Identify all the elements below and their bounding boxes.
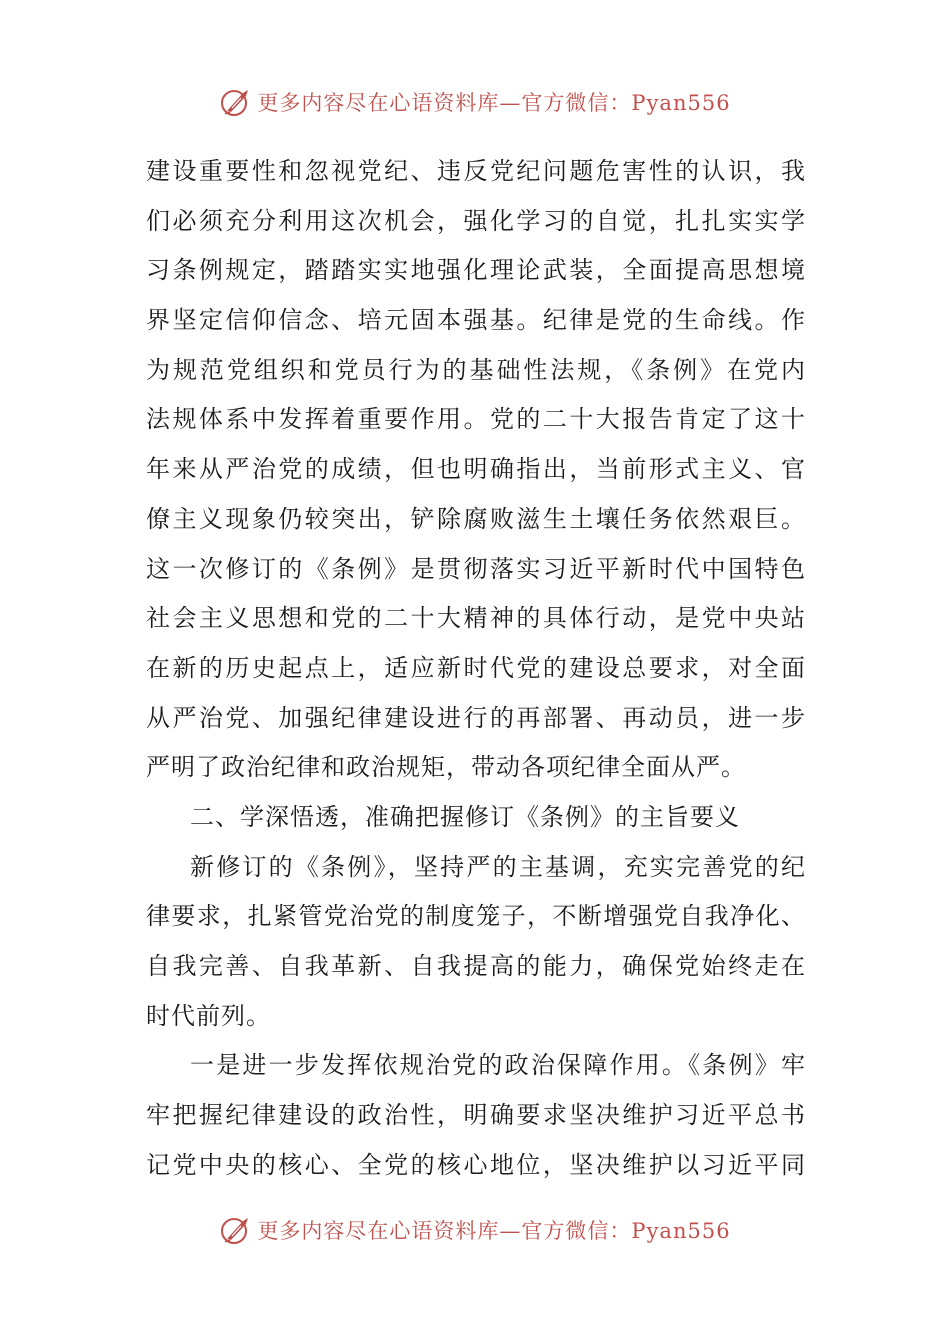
banner-text: 更多内容尽在心语资料库—官方微信：Pyan556 <box>257 1219 731 1243</box>
pen-logo-icon <box>219 85 253 119</box>
text-line: 社会主义思想和党的二十大精神的具体行动，是党中央站 <box>146 604 806 633</box>
text-line: 在新的历史起点上，适应新时代党的建设总要求，对全面 <box>146 653 806 682</box>
text-line: 建设重要性和忽视党纪、违反党纪问题危害性的认识，我 <box>146 157 806 185</box>
text-line: 从严治党、加强纪律建设进行的再部署、再动员，进一步 <box>146 703 806 732</box>
text-line: 僚主义现象仍较突出，铲除腐败滋生土壤任务依然艰巨。 <box>146 504 806 533</box>
text-line: 界坚定信仰信念、培元固本强基。纪律是党的生命线。作 <box>146 306 806 335</box>
text-line: 牢把握纪律建设的政治性，明确要求坚决维护习近平总书 <box>146 1101 806 1130</box>
text-line: 记党中央的核心、全党的核心地位，坚决维护以习近平同 <box>146 1150 806 1179</box>
text-line: 这一次修订的《条例》是贯彻落实习近平新时代中国特色 <box>146 554 806 583</box>
text-line: 律要求，扎紧管党治党的制度笼子，不断增强党自我净化、 <box>146 902 806 931</box>
footer-banner <box>0 1208 950 1252</box>
header-banner <box>0 80 950 124</box>
text-line: 法规体系中发挥着重要作用。党的二十大报告肯定了这十 <box>146 405 806 434</box>
text-line: 们必须充分利用这次机会，强化学习的自觉，扎扎实实学 <box>146 206 806 235</box>
text-line: 新修订的《条例》，坚持严的主基调，充实完善党的纪 <box>190 852 806 881</box>
text-line: 一是进一步发挥依规治党的政治保障作用。《条例》牢 <box>190 1051 806 1080</box>
text-line: 自我完善、自我革新、自我提高的能力，确保党始终走在 <box>146 952 806 980</box>
text-line: 习条例规定，踏踏实实地强化理论武装，全面提高思想境 <box>146 256 806 285</box>
text-line: 严明了政治纪律和政治规矩，带动各项纪律全面从严。 <box>146 753 746 782</box>
banner-text: 更多内容尽在心语资料库—官方微信：Pyan556 <box>257 91 731 115</box>
text-line: 二、学深悟透，准确把握修订《条例》的主旨要义 <box>190 802 740 831</box>
text-line: 为规范党组织和党员行为的基础性法规，《条例》在党内 <box>146 355 806 384</box>
pen-logo-icon <box>219 1213 253 1247</box>
text-line: 时代前列。 <box>146 1001 271 1030</box>
text-line: 年来从严治党的成绩，但也明确指出，当前形式主义、官 <box>146 455 806 484</box>
document-body <box>146 147 806 1190</box>
